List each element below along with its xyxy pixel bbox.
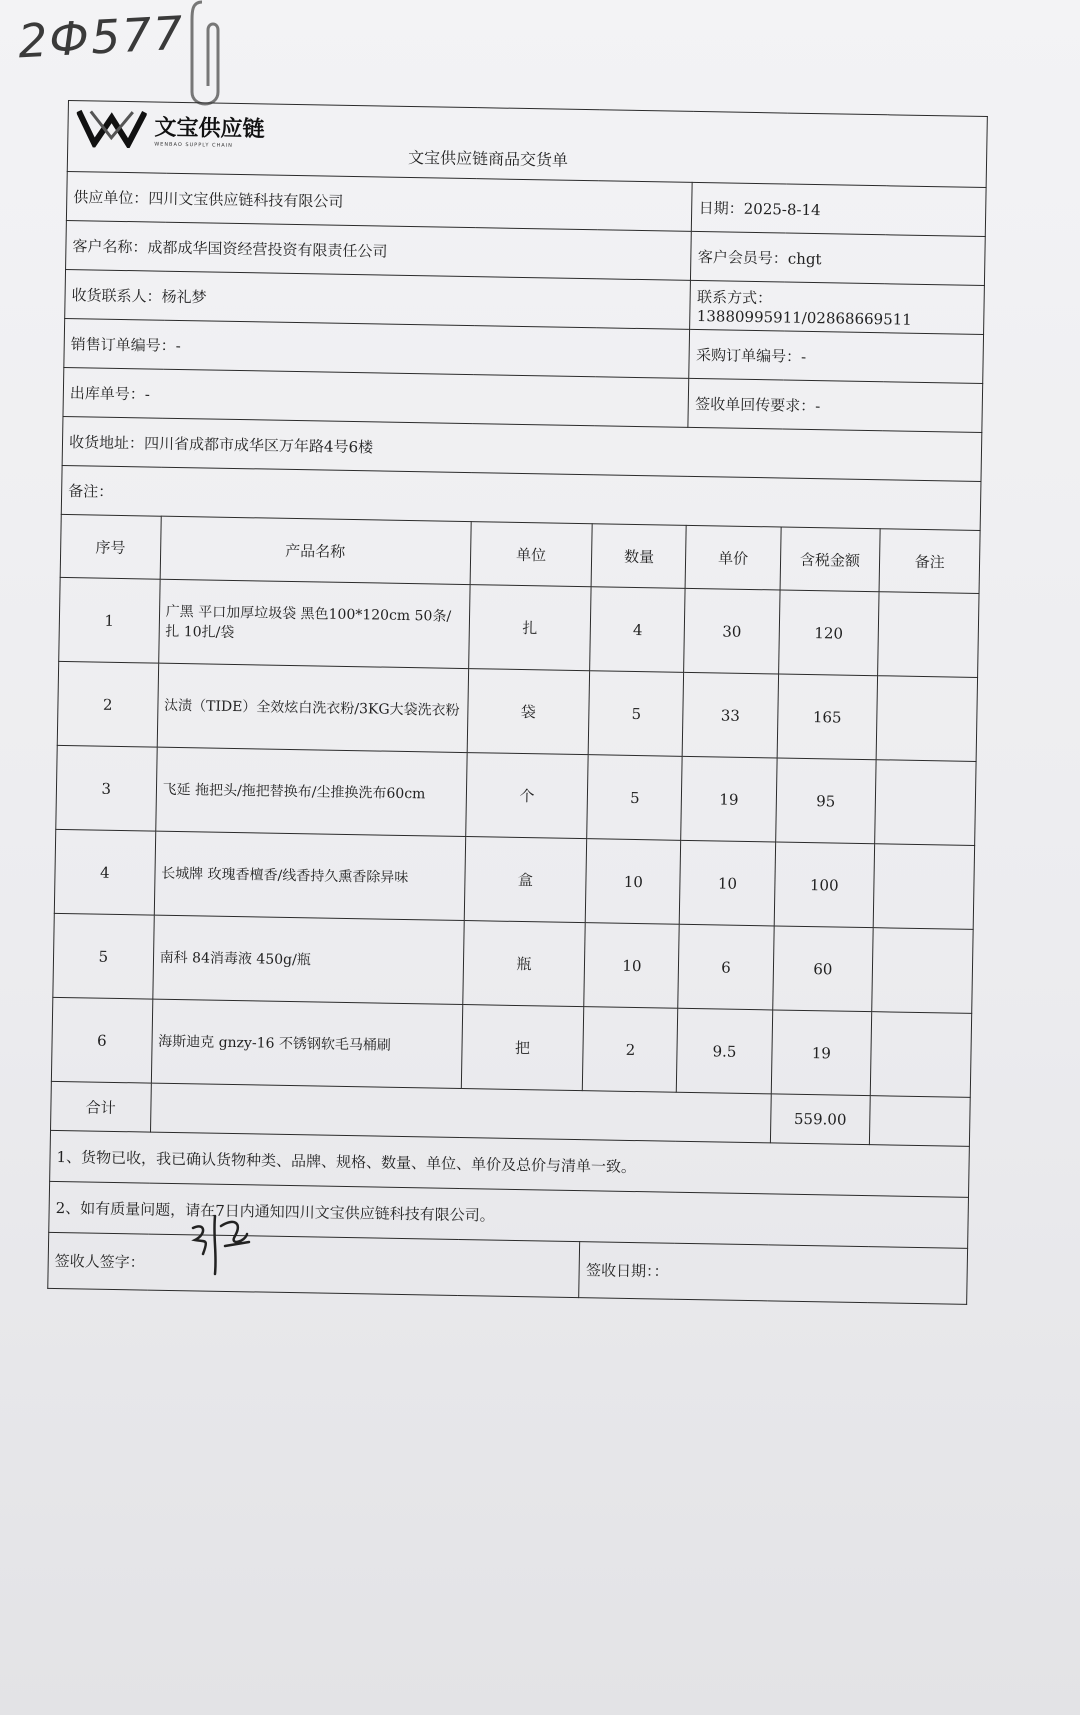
row-qty: 10 — [586, 839, 682, 925]
row-remark — [876, 676, 977, 762]
col-header-no: 序号 — [60, 514, 161, 579]
row-amount: 120 — [778, 590, 879, 676]
supplier-value: 四川文宝供应链科技有限公司 — [148, 188, 344, 211]
phone-label: 联系方式： — [696, 287, 773, 307]
date-label: 日期： — [698, 198, 744, 218]
row-price: 33 — [683, 672, 779, 758]
paperclip-icon — [188, 0, 230, 118]
row-name: 长城牌 玫瑰香檀香/线香持久熏香除异味 — [154, 831, 465, 920]
outbound-label: 出库单号： — [69, 383, 146, 403]
form-table — [47, 100, 988, 1305]
col-header-name: 产品名称 — [160, 516, 471, 584]
sales-order-label: 销售订单编号： — [70, 334, 176, 355]
supplier-label: 供应单位： — [73, 187, 149, 207]
date-cell — [692, 182, 986, 236]
row-qty: 4 — [590, 587, 686, 673]
row-price: 9.5 — [677, 1008, 773, 1094]
row-no: 1 — [59, 577, 160, 663]
row-price: 6 — [678, 924, 774, 1010]
row-no: 3 — [56, 745, 157, 831]
handwritten-signature — [185, 1198, 255, 1278]
row-name: 汰渍（TIDE）全效炫白洗衣粉/3KG大袋洗衣粉 — [157, 663, 468, 752]
purchase-order-cell — [689, 329, 983, 383]
receipt-req-value: - — [815, 396, 821, 415]
note-1: 1、货物已收，我已确认货物种类、品牌、规格、数量、单位、单价及总价与清单一致。 — [50, 1130, 970, 1197]
row-remark — [873, 844, 974, 930]
row-unit: 把 — [461, 1005, 584, 1091]
row-name: 飞延 拖把头/拖把替换布/尘推换洗布60cm — [155, 747, 466, 836]
sales-order-value: - — [175, 336, 181, 355]
receipt-req-label: 签收单回传要求： — [695, 394, 816, 415]
table-row — [54, 829, 974, 929]
customer-value: 成都成华国资经营投资有限责任公司 — [147, 237, 388, 261]
row-unit: 个 — [465, 753, 588, 839]
purchase-order-value: - — [800, 347, 807, 366]
row-remark — [870, 1012, 971, 1098]
row-unit: 瓶 — [462, 921, 585, 1007]
table-row — [56, 745, 976, 845]
member-value: chgt — [787, 249, 822, 268]
phone-value: 13880995911/02868669511 — [696, 306, 912, 329]
row-qty: 5 — [587, 755, 683, 841]
row-unit: 袋 — [467, 669, 590, 755]
total-label: 合计 — [51, 1081, 151, 1132]
customer-label: 客户名称： — [72, 236, 148, 256]
phone-cell — [690, 280, 984, 334]
col-header-price: 单价 — [686, 525, 781, 590]
logo-text: 文宝供应链 — [154, 115, 265, 142]
row-amount: 60 — [772, 926, 873, 1012]
member-label: 客户会员号： — [697, 247, 789, 268]
row-qty: 10 — [584, 923, 680, 1009]
col-header-remark: 备注 — [879, 529, 980, 594]
member-cell — [691, 231, 985, 285]
contact-value: 杨礼梦 — [161, 287, 207, 306]
logo-subtext: WENBAO SUPPLY CHAIN — [154, 141, 233, 149]
total-amount: 559.00 — [770, 1094, 870, 1145]
row-amount: 100 — [774, 842, 875, 928]
row-price: 10 — [680, 840, 776, 926]
row-unit: 盒 — [464, 837, 587, 923]
table-row — [51, 997, 971, 1097]
row-remark — [878, 592, 979, 678]
table-row — [59, 577, 979, 677]
table-row — [57, 661, 977, 761]
date-value: 2025-8-14 — [743, 199, 821, 219]
signer-cell — [48, 1232, 580, 1297]
col-header-qty: 数量 — [591, 524, 686, 589]
row-no: 4 — [54, 829, 155, 915]
receipt-req-cell — [688, 378, 982, 432]
address-label: 收货地址： — [68, 432, 145, 452]
outbound-value: - — [144, 384, 151, 403]
row-no: 2 — [57, 661, 158, 747]
row-amount: 95 — [775, 758, 876, 844]
row-no: 6 — [51, 997, 152, 1083]
row-name: 海斯迪克 gnzy-16 不锈钢软毛马桶刷 — [151, 999, 462, 1088]
row-qty: 2 — [583, 1007, 679, 1093]
form-title: 文宝供应链商品交货单 — [407, 147, 569, 170]
row-price: 19 — [681, 756, 777, 842]
table-row — [53, 913, 973, 1013]
row-no: 5 — [53, 913, 154, 999]
row-price: 30 — [684, 588, 780, 674]
note-2: 2、如有质量问题，请在7日内通知四川文宝供应链科技有限公司。 — [49, 1181, 969, 1248]
delivery-form — [46, 100, 988, 1376]
handwritten-note: 2Ф577 — [16, 5, 186, 69]
wenbao-logo-icon — [76, 107, 147, 148]
row-name: 南科 84消毒液 450g/瓶 — [152, 915, 463, 1004]
contact-label: 收货联系人： — [71, 285, 162, 306]
row-unit: 扎 — [468, 585, 591, 671]
address-value: 四川省成都市成华区万年路4号6楼 — [143, 433, 374, 456]
col-header-amount: 含税金额 — [780, 527, 881, 592]
row-amount: 19 — [771, 1010, 872, 1096]
signer-label: 签收人签字： — [54, 1251, 145, 1272]
row-remark — [875, 760, 976, 846]
remark-label: 备注： — [68, 481, 114, 501]
row-amount: 165 — [777, 674, 878, 760]
row-remark — [872, 928, 973, 1014]
total-remark — [870, 1096, 971, 1147]
row-qty: 5 — [589, 671, 685, 757]
sign-date-label: 签收日期：： — [585, 1261, 669, 1281]
sign-date-cell — [579, 1242, 968, 1305]
purchase-order-label: 采购订单编号： — [695, 345, 802, 366]
col-header-unit: 单位 — [470, 522, 593, 587]
row-name: 广黑 平口加厚垃圾袋 黑色100*120cm 50条/扎 10扎/袋 — [158, 579, 469, 668]
